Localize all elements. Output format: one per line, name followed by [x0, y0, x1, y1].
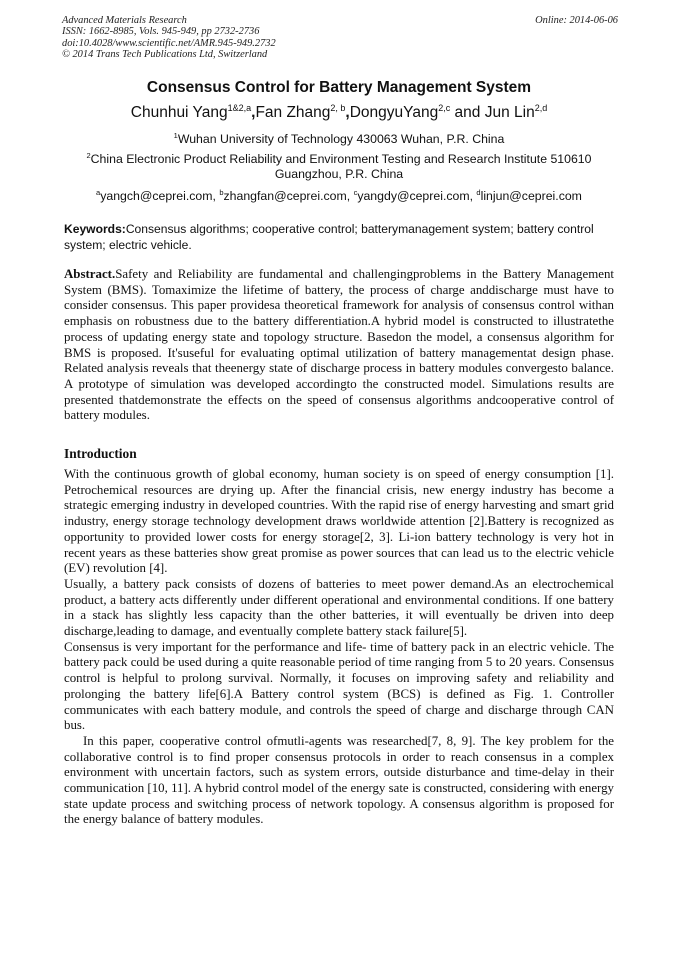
keywords-text: Consensus algorithms; cooperative control; batterymanagement system; battery control system; electric vehicle. — [64, 222, 594, 252]
author-superscript: 2, b — [330, 103, 346, 113]
author-superscript: 2,d — [534, 103, 548, 113]
author-emails: $^a$yangch@ceprei.com, $^b$zhangfan@ceprei.com, $^c$yangdy@ceprei.com, $^d$linjun@ceprei.com — [96, 188, 582, 203]
affiliation-2: $^2$China Electronic Product Reliability and Environment Testing and Research Institute 510610 Guangzhou, P.R. China — [86, 151, 592, 181]
abstract-text: Safety and Reliability are fundamental and challengingproblems in the Battery Management System (BMS). Tomaximize the lifetime of battery, the process of charge anddischarge must have to consider consensus. This paper providesa theoretical framework for analysis of consensus control withan emphasis on robustness due to the battery differentiation.A hybrid model is constructed to illustratethe process of updating energy state and topology structure. Basedon the model, a consensus algorithm for BMS is proposed. It'suseful for evaluating optimal utilization of battery managementat design phase. Related analysis reveals that theenergy state of discharge process in battery modules convergesto balance. A prototype of simulation was developed accordingto the constructed model. Simulations results are presented thatdemonstrate the effects on the speed of consensus algorithms andcooperative control of battery modules. — [64, 267, 614, 423]
author-line: Chunhui Yang$^{1\&2,a}$,Fan Zhang$^{2, b}$,DongyuYang$^{2,c}$ and Jun Lin$^{2,d}$ — [130, 103, 548, 121]
email-link[interactable]: linjun@ceprei.com — [480, 189, 582, 203]
email-link[interactable]: yangch@ceprei.com, — [100, 189, 220, 203]
affiliation-1: $^1$Wuhan University of Technology 430063 Wuhan, P.R. China — [173, 131, 505, 146]
issn-line: ISSN: 1662-8985, Vols. 945-949, pp 2732-2736 — [62, 26, 260, 38]
copyright-line: © 2014 Trans Tech Publications Ltd, Switzerland — [62, 48, 268, 60]
intro-paragraph: In this paper, cooperative control ofmutli-agents was researched[7, 8, 9]. The key problem for the collaborative control is to find proper consensus protocols in order to reach consensus in a complex environment with uncertain factors, such as system errors, outside disturbance and time-delay in their communication [10, 11]. A hybrid control model of the energy sate is constructed, considering with energy state update process and switching process of network topology. A consensus algorithm is proposed for the energy balance of battery modules. — [64, 733, 614, 827]
author-name: and Jun Lin — [450, 104, 535, 121]
online-date: Online: 2014-06-06 — [535, 15, 618, 26]
author-name: Chunhui Yang — [130, 104, 228, 121]
introduction-body — [64, 467, 614, 828]
doi-line: doi:10.4028/www.scientific.net/AMR.945-949.2732 — [62, 37, 276, 49]
abstract — [64, 267, 614, 424]
author-superscript: 2,c — [438, 103, 451, 113]
intro-paragraph: Usually, a battery pack consists of dozens of batteries to meet power demand.As an electrochemical product, a battery acts differently under different operational and environmental conditions. If one battery in a stack has slightly less capacity than the other batteries, it will eventually be driven into deep discharge,leading to damage, and eventually complete battery stack failure[5]. — [64, 576, 614, 639]
keywords-label: Keywords: — [64, 222, 126, 236]
abstract-label: Abstract. — [64, 267, 116, 281]
journal-header — [62, 15, 618, 60]
paper-title: Consensus Control for Battery Management System — [146, 79, 532, 96]
author-name: Fan Zhang — [255, 104, 331, 121]
intro-paragraph: With the continuous growth of global economy, human society is on speed of energy consumption [1]. Petrochemical resources are drying up. After the financial crisis, new energy industry has become a strategic emerging industry in developed countries. With the rapid rise of energy harvesting and smart grid industry, energy storage technology development draws worldwide attention [2].Battery is recognized as opportunity to provided lower costs for energy storage[2, 3]. Li-ion battery technology is very hot in recent years as these batteries show great promise as power sources that can lead us to the electric vehicle (EV) revolution [4]. — [64, 467, 614, 576]
author-superscript: 1&2,a — [227, 103, 252, 113]
email-link[interactable]: yangdy@ceprei.com, — [357, 189, 477, 203]
keywords — [64, 221, 614, 253]
author-name: DongyuYang — [349, 104, 439, 121]
intro-paragraph: Consensus is very important for the performance and life- time of battery pack in an electric vehicle. The battery pack could be used during a quite reasonable period of time ranging from 5 to 20 years. Consensus control is helpful to prolong survival. Normally, it focuses on improving safety and reliability and prolonging the battery life[6].A Battery control system (BCS) is defined as Fig. 1. Controller communicates with each battery module, and controls the speed of charge and discharge through CAN bus. — [64, 639, 614, 733]
email-link[interactable]: zhangfan@ceprei.com, — [223, 189, 354, 203]
section-heading: Introduction — [64, 446, 137, 461]
journal-name: Advanced Materials Research — [62, 15, 187, 26]
